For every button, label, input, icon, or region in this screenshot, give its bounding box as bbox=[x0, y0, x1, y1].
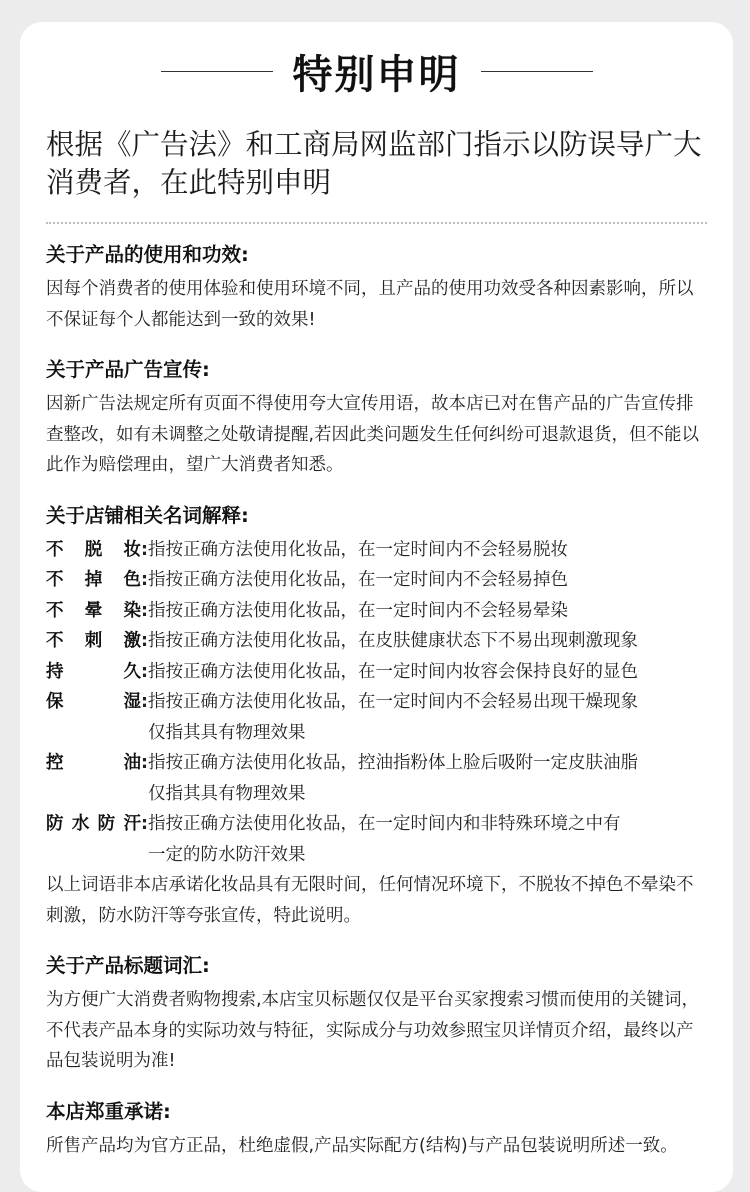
title-line-right bbox=[481, 71, 593, 72]
term-name: 不刺激 bbox=[46, 631, 141, 651]
term-row bbox=[46, 657, 707, 688]
term-definition: 指按正确方法使用化妆品，在一定时间内和非特殊环境之中有 一定的防水防汗效果 bbox=[148, 814, 621, 865]
section-efficacy bbox=[46, 240, 707, 335]
term-colon: : bbox=[141, 631, 148, 651]
term-colon: : bbox=[141, 539, 148, 560]
term-definition: 指按正确方法使用化妆品，在一定时间内不会轻易出现干燥现象 仅指其具有物理效果 bbox=[148, 692, 638, 743]
intro-text: 根据《广告法》和工商局网监部门指示以防误导广大消费者，在此特别申明 bbox=[46, 128, 702, 199]
term-definition: 指按正确方法使用化妆品，在皮肤健康状态下不易出现刺激现象 bbox=[148, 631, 638, 651]
term-colon: : bbox=[141, 570, 148, 590]
term-name: 不晕染 bbox=[46, 600, 141, 621]
term-row bbox=[46, 626, 707, 657]
term-row bbox=[46, 687, 707, 748]
section-body: 所售产品均为官方正品，杜绝虚假,产品实际配方(结构)与产品包装说明所述一致。 bbox=[46, 1135, 678, 1156]
term-row bbox=[46, 565, 707, 596]
term-definition: 指按正确方法使用化妆品，控油指粉体上脸后吸附一定皮肤油脂 仅指其具有物理效果 bbox=[148, 753, 638, 804]
term-colon: : bbox=[141, 600, 148, 621]
dotted-divider bbox=[46, 222, 707, 224]
term-definition: 指按正确方法使用化妆品，在一定时间内不会轻易脱妆 bbox=[148, 539, 568, 560]
section-promise bbox=[46, 1097, 707, 1162]
section-body: 因每个消费者的使用体验和使用环境不同，且产品的使用功效受各种因素影响，所以不保证每个人都能达到一致的效果! bbox=[46, 279, 694, 330]
section-heading: 关于产品的使用和功效: bbox=[46, 243, 249, 266]
section-body: 为方便广大消费者购物搜索,本店宝贝标题仅仅是平台买家搜索习惯而使用的关键词，不代表产品本身的实际功效与特征，实际成分与功效参照宝贝详情页介绍，最终以产品包装说明为准! bbox=[46, 990, 700, 1071]
title-row bbox=[46, 26, 707, 116]
term-name: 不脱妆 bbox=[46, 539, 141, 560]
term-colon: : bbox=[141, 753, 148, 773]
term-row bbox=[46, 748, 707, 809]
term-name: 控油 bbox=[46, 753, 141, 773]
section-heading: 关于产品标题词汇: bbox=[46, 954, 210, 977]
section-advertising bbox=[46, 355, 707, 481]
term-definition: 指按正确方法使用化妆品，在一定时间内不会轻易掉色 bbox=[148, 570, 568, 590]
section-heading: 关于店铺相关名词解释: bbox=[46, 503, 249, 527]
section-titles bbox=[46, 951, 707, 1077]
section-heading: 本店郑重承诺: bbox=[46, 1099, 171, 1123]
terms-footer: 以上词语非本店承诺化妆品具有无限时间，任何情况环境下，不脱妆不掉色不晕染不刺激，防水防汗等夸张宣传，特此说明。 bbox=[46, 875, 694, 926]
term-row bbox=[46, 535, 707, 566]
terms-list bbox=[46, 535, 707, 871]
section-heading: 关于产品广告宣传: bbox=[46, 358, 210, 381]
term-name: 不掉色 bbox=[46, 570, 141, 590]
section-terms bbox=[46, 501, 707, 932]
term-name: 保湿 bbox=[46, 692, 141, 712]
term-definition: 指按正确方法使用化妆品，在一定时间内不会轻易晕染 bbox=[148, 600, 568, 621]
term-row bbox=[46, 596, 707, 627]
page-title: 特别申明 bbox=[292, 51, 461, 98]
term-row bbox=[46, 809, 707, 870]
term-colon: : bbox=[141, 661, 148, 682]
term-name: 持久 bbox=[46, 661, 141, 682]
term-name: 防水防汗 bbox=[46, 814, 141, 834]
title-line-left bbox=[161, 71, 273, 72]
section-body: 因新广告法规定所有页面不得使用夸大宣传用语，故本店已对在售产品的广告宣传排查整改，如有未调整之处敬请提醒,若因此类问题发生任何纠纷可退款退货，但不能以此作为赔偿理由，望广大消费者知悉。 bbox=[46, 394, 700, 475]
statement-card bbox=[20, 22, 733, 1192]
term-colon: : bbox=[141, 814, 148, 834]
term-colon: : bbox=[141, 692, 148, 712]
term-definition: 指按正确方法使用化妆品，在一定时间内妆容会保持良好的显色 bbox=[148, 661, 638, 682]
